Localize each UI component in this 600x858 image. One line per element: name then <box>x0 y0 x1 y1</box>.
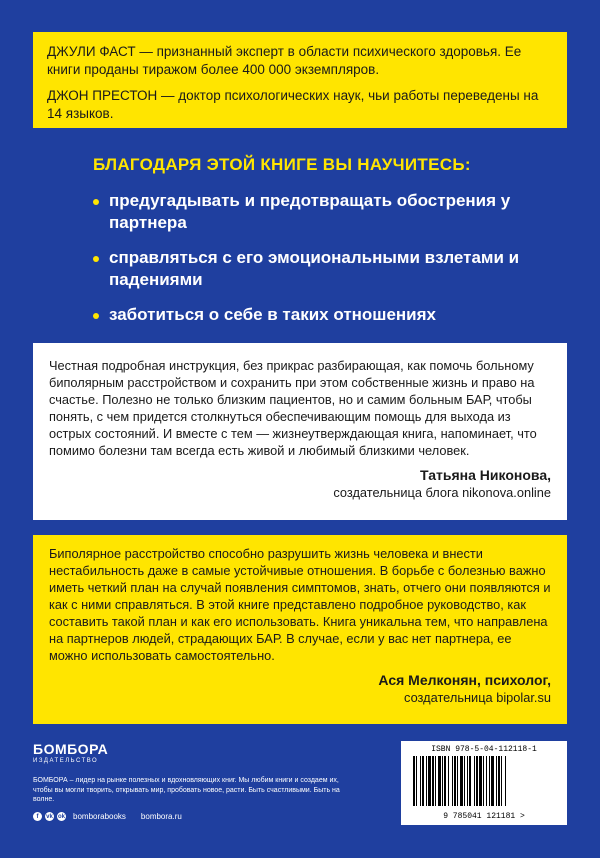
review-author-role: создательница bipolar.su <box>404 690 551 705</box>
publisher-social <box>33 812 182 821</box>
barcode-bar <box>457 756 458 806</box>
review-box-melkonyan <box>33 535 567 724</box>
barcode-bar <box>444 756 446 806</box>
review-box-nikonova <box>33 343 567 520</box>
barcode-bar <box>474 756 475 806</box>
barcode-bar <box>491 756 494 806</box>
barcode-bar <box>479 756 482 806</box>
barcode-bar <box>467 756 468 806</box>
barcode-bar <box>420 756 421 806</box>
barcode-bar <box>438 756 441 806</box>
barcode-bar <box>496 756 497 806</box>
publisher-description: БОМБОРА – лидер на рынке полезных и вдохновляющих книг. Мы любим книги и создаем их, чтобы вы могли творить, открывать мир, пробовать новое, расти. Быть счастливыми. Быть на волне. <box>33 777 340 803</box>
benefit-text: справляться с его эмоциональными взлетами и падениями <box>109 248 520 289</box>
benefits-list <box>93 190 553 339</box>
review-text: Биполярное расстройство способно разрушить жизнь человека и внести нестабильность даже в самые устойчивые отношения. В борьбе с болезнью важно иметь четкий план на случай появления симптомов, знать, отчего они появляются и как с ними справляться. В этой книге представлено подробное руководство, как составить такой план и как его использовать. Книга уникальна тем, что направлена на партнеров людей, страдающих БАР. В случае, если у вас нет партнера, ее можно использовать самостоятельно. <box>49 546 551 663</box>
barcode-bar <box>505 756 506 806</box>
barcode-bar <box>422 756 424 806</box>
barcode-bar <box>486 756 487 806</box>
barcode-digits: 9 785041 121181 > <box>443 812 525 821</box>
barcode-bar <box>435 756 436 806</box>
barcode-bar <box>428 756 431 806</box>
benefit-item <box>93 247 553 291</box>
barcode-bar <box>416 756 417 806</box>
authors-info-box <box>33 32 567 128</box>
facebook-icon: f <box>33 812 42 821</box>
benefit-text: предугадывать и предотвращать обострения у партнера <box>109 191 511 232</box>
benefit-item <box>93 190 553 234</box>
barcode-bar <box>442 756 443 806</box>
barcode-bar <box>483 756 484 806</box>
barcode-bar <box>476 756 478 806</box>
vk-icon: vk <box>46 813 53 820</box>
review-author-block <box>49 672 551 706</box>
barcode-bar <box>469 756 471 806</box>
barcode-bar <box>501 756 502 806</box>
bullet-dot-icon <box>93 313 99 319</box>
barcode-bar <box>454 756 456 806</box>
review-author-name: Ася Мелконян, психолог, <box>378 672 551 688</box>
barcode-bar <box>426 756 427 806</box>
barcode-bar <box>498 756 500 806</box>
benefits-headline: БЛАГОДАРЯ ЭТОЙ КНИГЕ ВЫ НАУЧИТЕСЬ: <box>93 155 471 174</box>
benefit-item <box>93 304 553 326</box>
isbn-barcode-box <box>401 741 567 825</box>
barcode-bar <box>460 756 463 806</box>
publisher-logo-text: БОМБОРА <box>33 741 109 757</box>
publisher-website: bombora.ru <box>140 812 182 821</box>
publisher-logo <box>33 741 108 764</box>
barcode-bar <box>432 756 434 806</box>
barcode-bar <box>413 756 415 806</box>
bullet-dot-icon <box>93 199 99 205</box>
author-preston-info: ДЖОН ПРЕСТОН — доктор психологических наук, чьи работы переведены на 14 языков. <box>47 88 539 121</box>
barcode-bar <box>452 756 453 806</box>
review-author-role: создательница блога nikonova.online <box>333 485 551 500</box>
barcode-bar <box>489 756 490 806</box>
author-fast-info: ДЖУЛИ ФАСТ — признанный эксперт в области психического здоровья. Ее книги проданы тиражом более 400 000 экземпляров. <box>47 44 522 77</box>
social-handle: bomborabooks <box>73 812 126 821</box>
odnoklassniki-icon: ok <box>57 813 65 820</box>
barcode-bar <box>464 756 465 806</box>
benefit-text: заботиться о себе в таких отношениях <box>109 305 437 324</box>
review-text: Честная подробная инструкция, без прикрас разбирающая, как помочь больному биполярным расстройством и сохранить при этом собственные жизнь и право на счастье. Полезно не только близким пациентов, но и самим больным БАР, чтобы понять, с чем придется столкнуться обеспечивающим помощь для выхода из острых состояний. И вместе с тем — жизнеутверждающая книга, напоминает, что помимо болезни там всегда есть живой и любимый близкими человек. <box>49 358 537 458</box>
barcode-bar <box>448 756 449 806</box>
isbn-number: ISBN 978-5-04-112118-1 <box>431 745 537 754</box>
bullet-dot-icon <box>93 256 99 262</box>
review-author-name: Татьяна Никонова, <box>420 467 551 483</box>
publisher-logo-subtitle: ИЗДАТЕЛЬСТВО <box>33 758 99 764</box>
review-author-block <box>49 467 551 501</box>
barcode-graphic <box>407 756 561 806</box>
